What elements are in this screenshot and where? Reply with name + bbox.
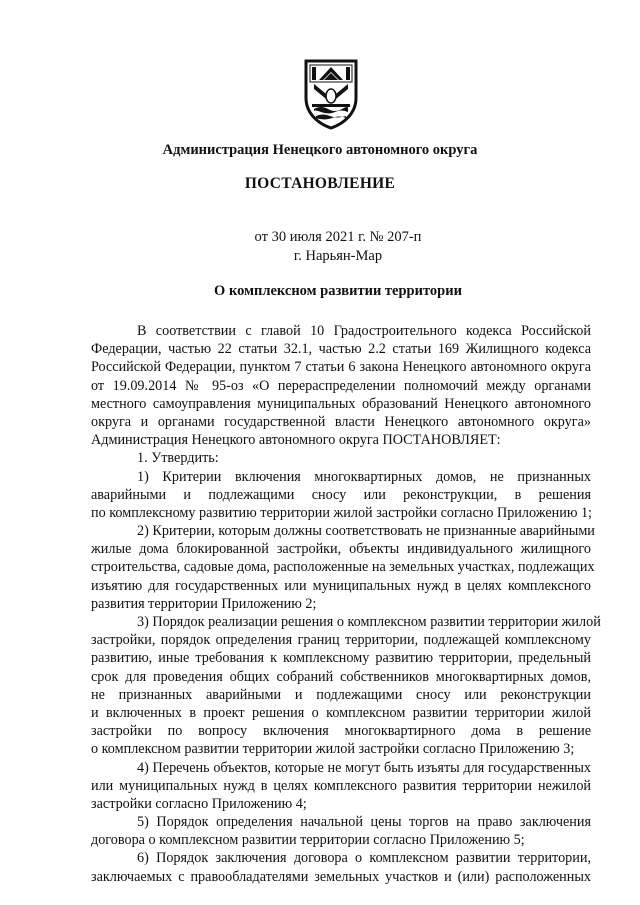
body-line: или муниципальных нужд в целях комплексного развития территории нежилой — [91, 777, 591, 794]
body-line: В соответствии с главой 10 Градостроительного кодекса Российской — [137, 323, 591, 339]
document-date-number: от 30 июля 2021 г. № 207-п — [254, 229, 422, 245]
body-line: 3) Порядок реализации решения о комплексном развитии территории жилой — [137, 614, 601, 630]
body-line: от 19.09.2014 № 95-оз «О перераспределении полномочий между органами — [91, 377, 591, 394]
body-line: не признанных аварийными и подлежащими сносу или реконструкции — [91, 686, 591, 703]
body-line: округа и органами государственной власти Ненецкого автономного округа» — [91, 413, 591, 430]
coat-of-arms-emblem — [302, 58, 360, 130]
body-line: Федерации, частью 22 статьи 32.1, частью 2.2 статьи 169 Жилищного кодекса — [91, 341, 591, 358]
organization-name: Администрация Ненецкого автономного округа — [162, 142, 478, 158]
body-line: 1. Утвердить: — [137, 450, 219, 467]
body-line: по комплексному развитию территории жилой застройки согласно Приложению 1; — [91, 504, 593, 521]
body-line: местного самоуправления муниципальных образований Ненецкого автономного — [91, 395, 591, 412]
body-line: 4) Перечень объектов, которые не могут быть изъяты для государственных — [137, 759, 591, 776]
body-line: строительства, садовые дома, расположенные на земельных участках, подлежащих — [91, 559, 595, 576]
document-type-heading: ПОСТАНОВЛЕНИЕ — [244, 175, 396, 192]
body-line: аварийными и подлежащими сносу или реконструкции, в решения — [91, 486, 591, 503]
body-line: Администрация Ненецкого автономного округа ПОСТАНОВЛЯЕТ: — [91, 432, 501, 449]
body-line: срок для проведения общих собраний собственников многоквартирных домов, — [91, 668, 591, 685]
body-line: 1) Критерии включения многоквартирных домов, не признанных — [137, 468, 591, 485]
body-line: жилые дома блокированной застройки, объекты индивидуального жилищного — [91, 541, 591, 558]
body-line: договора о комплексном развитии территории согласно Приложению 5; — [91, 832, 525, 849]
body-line: застройки, порядок определения границ территории, подлежащей комплексному — [91, 632, 591, 649]
body-line: изъятию для государственных или муниципальных нужд в целях комплексного — [91, 577, 591, 594]
body-line: застройки согласно Приложению 4; — [91, 795, 307, 812]
body-line: заключаемых с правообладателями земельных участков и (или) расположенных — [91, 868, 591, 885]
body-line: развитию, иные требования к комплексному развитию территории, предельный — [91, 650, 591, 667]
body-line: 5) Порядок определения начальной цены торгов на право заключения — [137, 814, 591, 831]
body-line: 2) Критерии, которым должны соответствовать не признанные аварийными — [137, 523, 595, 540]
document-body — [91, 322, 601, 886]
body-line: развития территории Приложению 2; — [91, 595, 317, 612]
document-subject: О комплексном развитии территории — [214, 283, 462, 299]
body-line: о комплексном развитии территории жилой застройки согласно Приложению 3; — [91, 741, 575, 758]
body-line: застройки по вопросу включения многоквартирного дома в решение — [91, 723, 591, 740]
body-line: и включенных в проект решения о комплексном развитии территории жилой — [91, 704, 591, 721]
body-line: Российской Федерации, пунктом 7 статьи 6 закона Ненецкого автономного округа — [91, 359, 591, 376]
body-line: 6) Порядок заключения договора о комплексном развитии территории, — [137, 850, 591, 867]
document-place: г. Нарьян-Мар — [293, 248, 383, 264]
